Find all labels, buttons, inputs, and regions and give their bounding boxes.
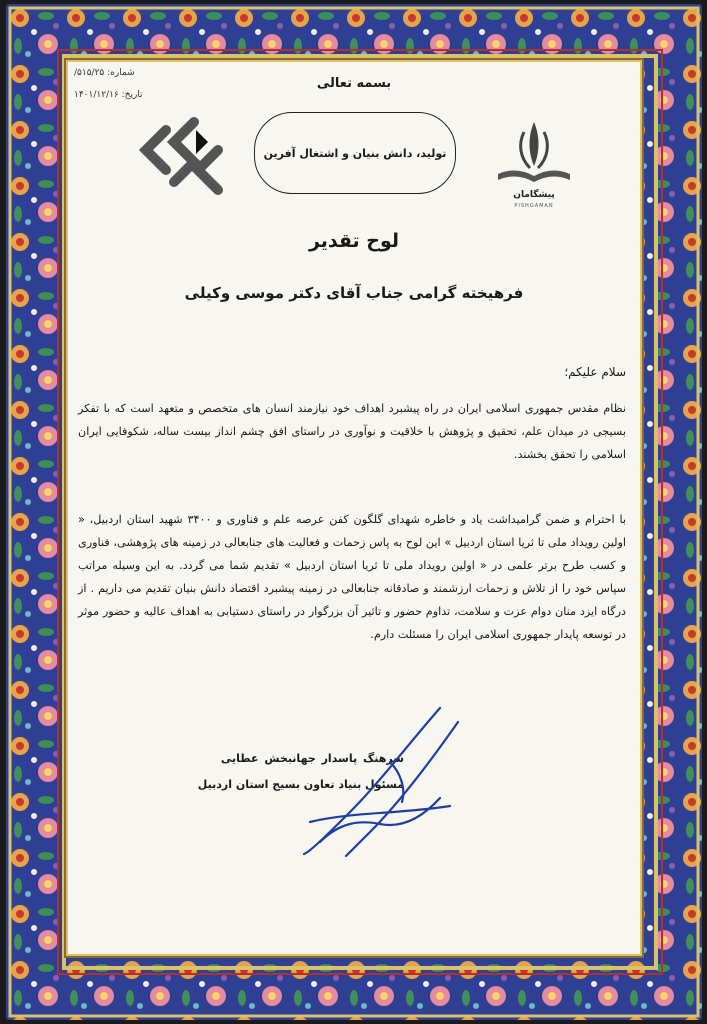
basmala: بسمه تعالی [316,76,392,91]
paragraph-1: نظام مقدس جمهوری اسلامی ایران در راه پیشبرد اهداف خود نیازمند انسان های متخصص و متعهد است که با تفکر بسیجی در میدان علم، تحقیق و پژوهش با خلاقیت و نوآوری در راستای افق چشم انداز بیست ساله، شکوفایی ایران اسلامی را تحقق بخشند. [78,402,626,461]
certificate-title: لوح تقدیر [308,230,400,252]
motto-text: تولید، دانش بنیان و اشتغال آفرین [263,146,447,160]
signatory-name: سرهنگ پاسدار جهانبخش عطایی [220,752,404,765]
letter-date: تاریخ: ۱۴۰۱/۱۲/۱۶ [74,90,143,100]
certificate-paper [68,62,640,954]
motto-badge [254,112,456,194]
abstract-logo [136,110,226,210]
pishgaman-logo-subtitle: PISHGAMAN [514,203,554,209]
pishgaman-logo-text: پیشگامان [513,190,555,200]
handwritten-signature [290,702,470,862]
letter-number: شماره: ۵۱۵/۲۵/ [74,68,135,78]
signatory-title: مسئول بنیاد تعاون بسیج استان اردبیل [197,778,404,791]
recipient-line: فرهیخته گرامی جناب آقای دکتر موسی وکیلی [184,284,524,302]
greeting: سلام علیکم؛ [564,365,626,379]
paragraph-2: با احترام و ضمن گرامیداشت یاد و خاطره شهدای گلگون کفن عرصه علم و فناوری و ۳۴۰۰ شهید استان اردبیل، « اولین رویداد ملی تا ثریا استان اردبیل » این لوح به پاس زحمات و فعالیت های جنابعالی در زمینه های پژوهشی، فناوری و کسب طرح برتر علمی در « اولین رویداد ملی تا ثریا استان اردبیل » تقدیم شما می گردد. به این وسیله مراتب سپاس خود را از تلاش و زحمات ارزشمند و صادقانه جنابعالی در زمینه پیشبرد اقتصاد دانش بنیان تقدیم می داریم . از درگاه ایزد منان دوام عزت و سلامت، تداوم حضور و تاثیر آن بزرگوار در راستای دستیابی به اهداف عالیه و حضور موثر در توسعه پایدار جمهوری اسلامی ایران را مسئلت دارم. [78,513,626,641]
